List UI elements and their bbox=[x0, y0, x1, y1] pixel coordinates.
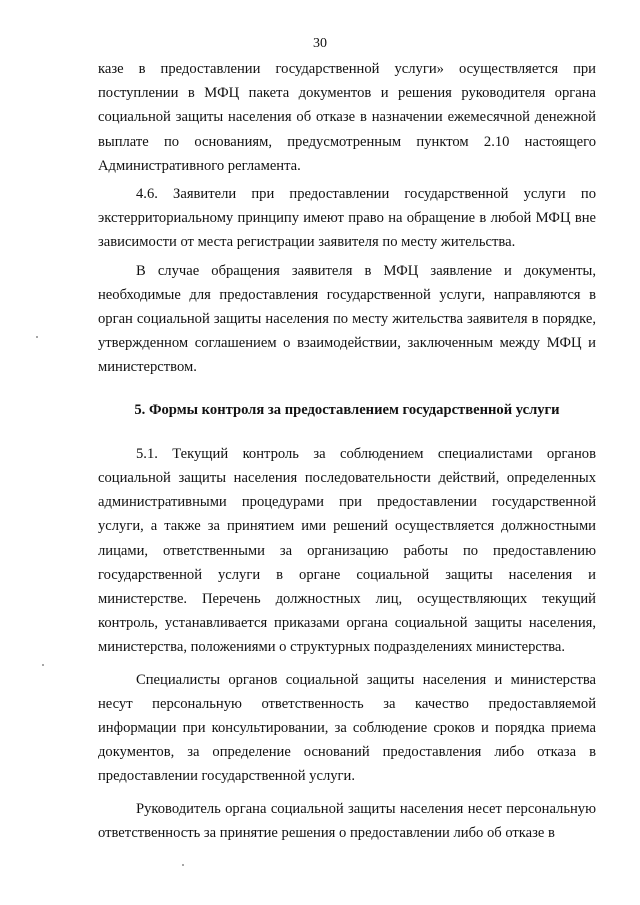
scan-speck bbox=[182, 864, 184, 866]
section-title: 5. Формы контроля за предоставлением государственной услуги bbox=[134, 401, 560, 418]
scan-speck bbox=[42, 664, 44, 666]
paragraph-4-6: 4.6. Заявители при предоставлении государственной услуги по экстерриториальному принципу имеют право на обращение в любой МФЦ вне зависимости от места регистрации заявителя по месту жительства. bbox=[98, 186, 596, 251]
paragraph-mfc-appeal: В случае обращения заявителя в МФЦ заявление и документы, необходимые для предоставления государственной услуги, направляются в орган социальной защиты населения по месту жительства заявителя в порядке, утвержденном соглашением о взаимодействии, заключенным между МФЦ и министерством. bbox=[98, 262, 596, 376]
document-body bbox=[98, 57, 596, 845]
paragraph-head-responsibility: Руководитель органа социальной защиты населения несет персональную ответственность за принятие решения о предоставлении либо об отказе в bbox=[98, 800, 596, 841]
paragraph-5-1: 5.1. Текущий контроль за соблюдением специалистами органов социальной защиты населения последовательности действий, определенных административными процедурами при предоставлении государственной услуги, а также за принятием ими решений осуществляется должностными лицами, ответственными за организацию работы по предоставлению государственной услуги в органе социальной защиты населения и министерстве. Перечень должностных лиц, осуществляющих текущий контроль, устанавливается приказами органа социальной защиты населения, министерства, положениями о структурных подразделениях министерства. bbox=[98, 445, 596, 656]
paragraph-continuation: казе в предоставлении государственной услуги» осуществляется при поступлении в МФЦ пакета документов и решения руководителя органа социальной защиты населения об отказе в назначении ежемесячной денежной выплате по основаниям, предусмотренным пунктом 2.10 настоящего Административного регламента. bbox=[98, 61, 596, 174]
page-number: 30 bbox=[313, 36, 327, 51]
paragraph-specialists-responsibility: Специалисты органов социальной защиты населения и министерства несут персональную ответственность за качество предоставляемой информации при консультировании, за соблюдение сроков и порядка приема документов, за определение оснований предоставления либо отказа в предоставлении государственной услуги. bbox=[98, 671, 596, 785]
scan-speck bbox=[36, 336, 38, 338]
